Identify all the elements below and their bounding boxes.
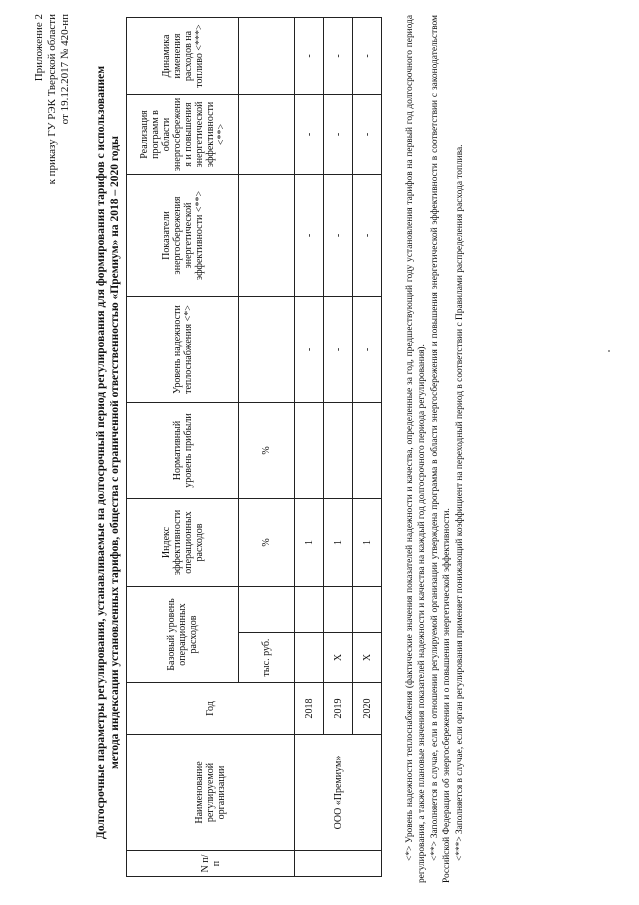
cell-reliability: -: [324, 297, 353, 403]
cell-energy: -: [324, 175, 353, 297]
cell-empty: [324, 587, 353, 633]
cell-year: 2020: [353, 683, 382, 735]
parameters-table: [126, 17, 382, 877]
unit-empty: [239, 297, 295, 403]
unit-empty: [239, 18, 295, 95]
footnote-1: <*> Уровень надежности теплоснабжения (фактические значения показателей надежности и качества, определенные за год, предшествующий году установления тарифов на первый год долгосрочного периода регулирования, а также плановые значения показателей надежности и качества на каждый год долгосрочного периода регулирования).: [405, 15, 428, 883]
unit-empty: [239, 587, 295, 633]
header-energy: Показатели энергосбережения энергетической эффективности <**>: [127, 175, 239, 297]
header-base: Базовый уровень операционных расходов: [127, 587, 239, 683]
cell-fuel: -: [324, 18, 353, 95]
cell-reliability: -: [353, 297, 382, 403]
cell-index: 1: [324, 499, 353, 587]
cell-year: 2019: [324, 683, 353, 735]
cell-organization: ООО «Премиум»: [295, 735, 382, 851]
cell-base: Х: [353, 633, 382, 683]
cell-program: -: [295, 95, 324, 175]
header-row: [127, 18, 239, 877]
header-program: Реализация программ в области энергосбережени я и повышения энергетической эффективности <**>: [127, 95, 239, 175]
footnotes: [404, 15, 466, 883]
cell-num: [295, 851, 382, 877]
cell-fuel: -: [353, 18, 382, 95]
appendix-block: [33, 14, 72, 184]
unit-profit: %: [239, 403, 295, 499]
header-year: Год: [127, 683, 295, 735]
unit-empty: [239, 175, 295, 297]
header-index: Индекс эффективности операционных расходов: [127, 499, 239, 587]
footnote-3: <***> Заполняется в случае, если орган регулирования применяет понижающий коэффициент на переходный период в соответствии с Правилами распределения расхода топлива.: [454, 144, 465, 861]
cell-base: Х: [324, 633, 353, 683]
header-fuel: Динамика изменения расходов на топливо <***>: [127, 18, 239, 95]
header-reliability: Уровень надежности теплоснабжения <*>: [127, 297, 239, 403]
cell-energy: -: [353, 175, 382, 297]
cell-profit: [295, 403, 324, 499]
unit-index: %: [239, 499, 295, 587]
cell-fuel: -: [295, 18, 324, 95]
cell-profit: [353, 403, 382, 499]
title-line-1: Долгосрочные параметры регулирования, устанавливаемые на долгосрочный период регулирования для формирования тарифов с использованием: [95, 65, 107, 840]
footnote-2: <**> Заполняется в случае, если в отношении регулируемой организации утверждена программа в области энергосбережения и повышения энергетической эффективности в соответствии с законодательством Российской Федерации об энергосбережении и о повышении энергетической эффективности.: [429, 15, 453, 883]
cell-program: -: [324, 95, 353, 175]
cell-empty: [353, 587, 382, 633]
unit-empty: [239, 95, 295, 175]
cell-program: -: [353, 95, 382, 175]
cell-reliability: -: [295, 297, 324, 403]
header-org: Наименование регулируемой организации: [127, 735, 295, 851]
unit-base: тыс. руб.: [239, 633, 295, 683]
cell-empty: [295, 587, 324, 633]
cell-year: 2018: [295, 683, 324, 735]
cell-base: [295, 633, 324, 683]
cell-index: 1: [353, 499, 382, 587]
header-num: N п/п: [127, 851, 295, 877]
document-title: [94, 20, 122, 885]
cell-energy: -: [295, 175, 324, 297]
cell-index: 1: [295, 499, 324, 587]
header-profit: Нормативный уровень прибыли: [127, 403, 239, 499]
table-row: [295, 18, 324, 877]
appendix-order: к приказу ГУ РЭК Тверской области: [46, 14, 58, 185]
appendix-label: Приложение 2: [33, 14, 45, 82]
cell-profit: [324, 403, 353, 499]
scan-speck: [608, 350, 610, 352]
appendix-date: от 19.12.2017 № 420-нп: [59, 14, 71, 125]
title-line-2: метода индексации установленных тарифов, общества с ограниченной ответственностью «Премиум» на 2018 – 2020 годы: [109, 136, 121, 769]
